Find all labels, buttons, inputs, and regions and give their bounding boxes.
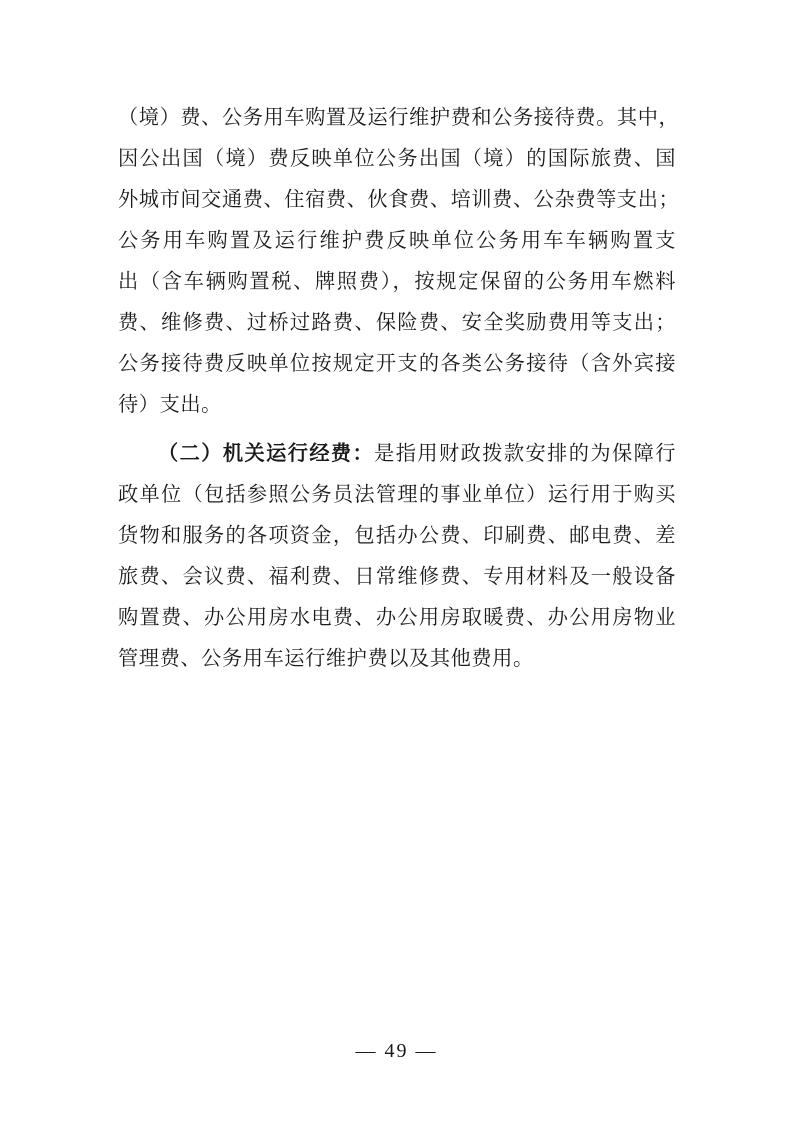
text-line-with-heading [118, 433, 676, 474]
text-line: 待）支出。 [118, 392, 222, 416]
text-line: 因公出国（境）费反映单位公务出国（境）的国际旅费、国 [118, 146, 676, 170]
text-line: 管理费、公务用车运行维护费以及其他费用。 [118, 646, 534, 670]
section-heading: （二）机关运行经费： [158, 441, 375, 465]
text-line: 外城市间交通费、住宿费、伙食费、培训费、公杂费等支出； [118, 187, 680, 211]
text-line: 是指用财政拨款安排的为保障行 [374, 441, 676, 465]
text-line: 公务接待费反映单位按规定开支的各类公务接待（含外宾接 [118, 351, 676, 375]
text-line: 政单位（包括参照公务员法管理的事业单位）运行用于购买 [118, 482, 676, 506]
text-line: （境）费、公务用车购置及运行维护费和公务接待费。其中， [118, 105, 680, 129]
text-line: 货物和服务的各项资金，包括办公费、印刷费、邮电费、差 [118, 523, 676, 547]
paragraph-expense-definitions [118, 97, 680, 425]
text-line: 费、维修费、过桥过路费、保险费、安全奖励费用等支出； [118, 310, 676, 334]
text-line: 旅费、会议费、福利费、日常维修费、专用材料及一般设备 [118, 564, 676, 588]
text-line: 购置费、办公用房水电费、办公用房取暖费、办公用房物业 [118, 605, 676, 629]
text-line: 公务用车购置及运行维护费反映单位公务用车车辆购置支 [118, 228, 676, 252]
paragraph-operating-expenses [118, 433, 676, 679]
page-number: — 49 — [355, 1040, 438, 1062]
text-line: 出（含车辆购置税、牌照费），按规定保留的公务用车燃料 [118, 269, 676, 293]
